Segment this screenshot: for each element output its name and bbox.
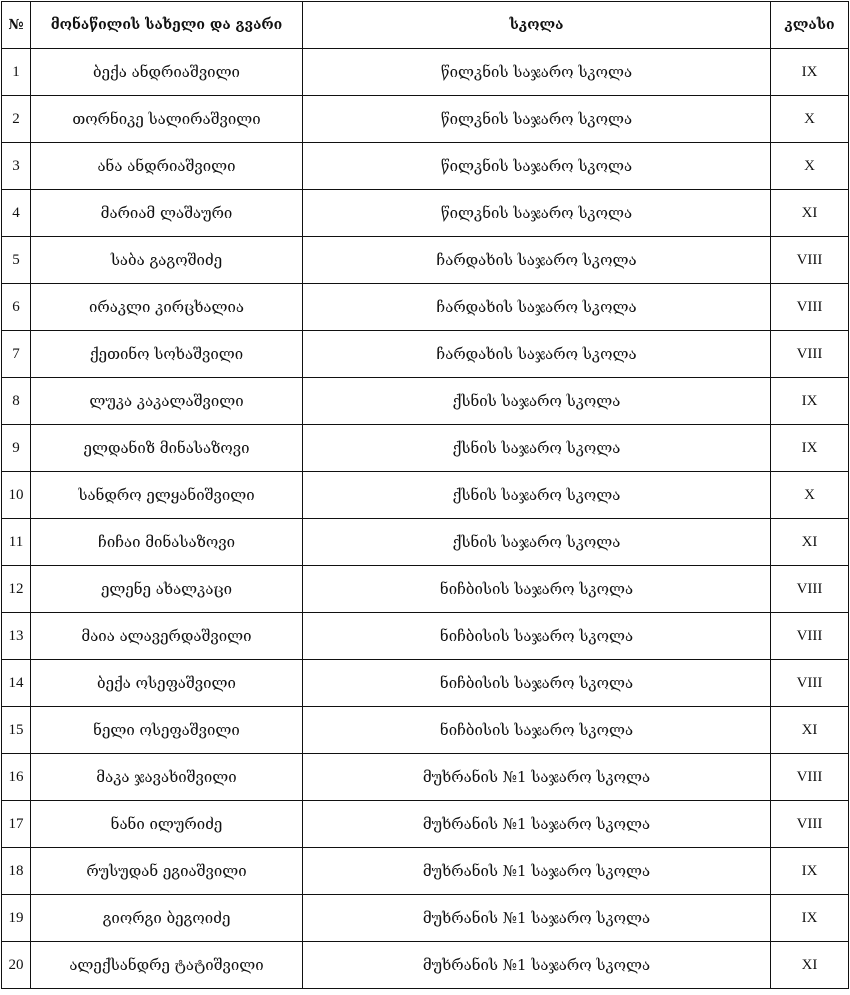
grade: VIII xyxy=(771,331,849,378)
school-name: წილკნის საჯარო სკოლა xyxy=(303,96,771,143)
table-row xyxy=(2,472,849,519)
row-number: 6 xyxy=(2,284,31,331)
header-number: № xyxy=(2,2,31,49)
participant-name: ბექა ანდრიაშვილი xyxy=(31,49,303,96)
table-row xyxy=(2,425,849,472)
table-row xyxy=(2,566,849,613)
school-name: ჩარდახის საჯარო სკოლა xyxy=(303,237,771,284)
participant-name: სანდრო ელყანიშვილი xyxy=(31,472,303,519)
participant-name: მაია ალავერდაშვილი xyxy=(31,613,303,660)
participant-name: მაკა ჯავახიშვილი xyxy=(31,754,303,801)
row-number: 19 xyxy=(2,895,31,942)
table-header xyxy=(2,2,849,49)
row-number: 8 xyxy=(2,378,31,425)
grade: IX xyxy=(771,425,849,472)
school-name: ჩარდახის საჯარო სკოლა xyxy=(303,284,771,331)
table-row xyxy=(2,190,849,237)
school-name: მუხრანის №1 საჯარო სკოლა xyxy=(303,801,771,848)
table-row xyxy=(2,519,849,566)
participant-name: ანა ანდრიაშვილი xyxy=(31,143,303,190)
grade: IX xyxy=(771,49,849,96)
school-name: ქსნის საჯარო სკოლა xyxy=(303,378,771,425)
grade: X xyxy=(771,96,849,143)
row-number: 17 xyxy=(2,801,31,848)
table-row xyxy=(2,707,849,754)
participant-name: ალექსანდრე ტატიშვილი xyxy=(31,942,303,989)
participant-name: ელენე ახალკაცი xyxy=(31,566,303,613)
school-name: მუხრანის №1 საჯარო სკოლა xyxy=(303,754,771,801)
participants-table xyxy=(1,1,849,989)
participant-name: მარიამ ლაშაური xyxy=(31,190,303,237)
header-row xyxy=(2,2,849,49)
row-number: 11 xyxy=(2,519,31,566)
participant-name: გიორგი ბეგოიძე xyxy=(31,895,303,942)
table-row xyxy=(2,613,849,660)
row-number: 10 xyxy=(2,472,31,519)
table-row xyxy=(2,237,849,284)
participant-name: საბა გაგოშიძე xyxy=(31,237,303,284)
school-name: ჩარდახის საჯარო სკოლა xyxy=(303,331,771,378)
participant-name: ჩიჩაი მინასაზოვი xyxy=(31,519,303,566)
table-row xyxy=(2,895,849,942)
table-row xyxy=(2,942,849,989)
school-name: წილკნის საჯარო სკოლა xyxy=(303,143,771,190)
grade: XI xyxy=(771,942,849,989)
grade: IX xyxy=(771,378,849,425)
row-number: 20 xyxy=(2,942,31,989)
table-row xyxy=(2,143,849,190)
school-name: მუხრანის №1 საჯარო სკოლა xyxy=(303,895,771,942)
table-row xyxy=(2,284,849,331)
participant-name: ქეთინო სოხაშვილი xyxy=(31,331,303,378)
row-number: 9 xyxy=(2,425,31,472)
school-name: ნიჩბისის საჯარო სკოლა xyxy=(303,566,771,613)
school-name: მუხრანის №1 საჯარო სკოლა xyxy=(303,942,771,989)
row-number: 7 xyxy=(2,331,31,378)
header-school: სკოლა xyxy=(303,2,771,49)
participant-name: ელდანიზ მინასაზოვი xyxy=(31,425,303,472)
grade: VIII xyxy=(771,284,849,331)
grade: X xyxy=(771,143,849,190)
grade: IX xyxy=(771,848,849,895)
table-row xyxy=(2,660,849,707)
grade: VIII xyxy=(771,613,849,660)
row-number: 13 xyxy=(2,613,31,660)
grade: IX xyxy=(771,895,849,942)
school-name: წილკნის საჯარო სკოლა xyxy=(303,49,771,96)
table-row xyxy=(2,331,849,378)
school-name: ნიჩბისის საჯარო სკოლა xyxy=(303,613,771,660)
header-grade: კლასი xyxy=(771,2,849,49)
table-row xyxy=(2,754,849,801)
row-number: 4 xyxy=(2,190,31,237)
grade: VIII xyxy=(771,801,849,848)
row-number: 14 xyxy=(2,660,31,707)
school-name: მუხრანის №1 საჯარო სკოლა xyxy=(303,848,771,895)
participant-name: ნანი ილურიძე xyxy=(31,801,303,848)
school-name: ქსნის საჯარო სკოლა xyxy=(303,519,771,566)
row-number: 3 xyxy=(2,143,31,190)
school-name: წილკნის საჯარო სკოლა xyxy=(303,190,771,237)
grade: VIII xyxy=(771,660,849,707)
row-number: 1 xyxy=(2,49,31,96)
grade: XI xyxy=(771,190,849,237)
table-row xyxy=(2,378,849,425)
participant-name: რუსუდან ეგიაშვილი xyxy=(31,848,303,895)
participant-name: ბექა ოსეფაშვილი xyxy=(31,660,303,707)
row-number: 15 xyxy=(2,707,31,754)
table-row xyxy=(2,96,849,143)
grade: VIII xyxy=(771,754,849,801)
school-name: ნიჩბისის საჯარო სკოლა xyxy=(303,660,771,707)
participant-name: ნელი ოსეფაშვილი xyxy=(31,707,303,754)
school-name: ნიჩბისის საჯარო სკოლა xyxy=(303,707,771,754)
participant-name: თორნიკე სალირაშვილი xyxy=(31,96,303,143)
row-number: 12 xyxy=(2,566,31,613)
grade: XI xyxy=(771,519,849,566)
grade: VIII xyxy=(771,566,849,613)
table-row xyxy=(2,49,849,96)
participant-name: ლუკა კაკალაშვილი xyxy=(31,378,303,425)
grade: XI xyxy=(771,707,849,754)
table-row xyxy=(2,801,849,848)
row-number: 16 xyxy=(2,754,31,801)
school-name: ქსნის საჯარო სკოლა xyxy=(303,472,771,519)
participant-name: ირაკლი კირცხალია xyxy=(31,284,303,331)
grade: X xyxy=(771,472,849,519)
table-body xyxy=(2,49,849,989)
row-number: 5 xyxy=(2,237,31,284)
grade: VIII xyxy=(771,237,849,284)
school-name: ქსნის საჯარო სკოლა xyxy=(303,425,771,472)
row-number: 18 xyxy=(2,848,31,895)
table-row xyxy=(2,848,849,895)
header-name: მონაწილის სახელი და გვარი xyxy=(31,2,303,49)
row-number: 2 xyxy=(2,96,31,143)
